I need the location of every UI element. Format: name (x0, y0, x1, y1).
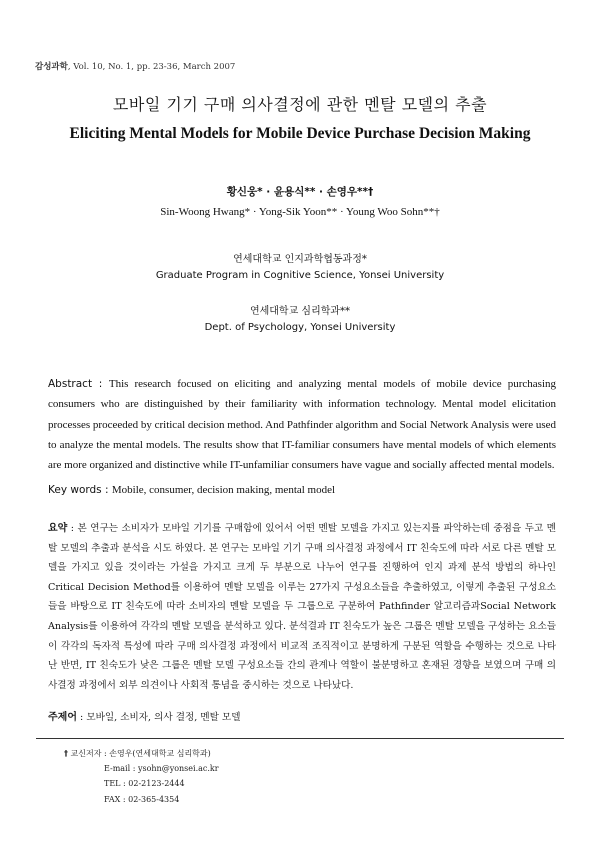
korean-keywords-text: 모바일, 소비자, 의사 결정, 멘탈 모델 (86, 712, 241, 723)
footnote-corresponding (64, 748, 211, 759)
journal-volume: , Vol. 10, No. 1, pp. 23-36, March 2007 (67, 62, 236, 72)
english-keywords: Key words : Mobile, consumer, decision making, mental model (48, 484, 336, 496)
korean-keywords: 주제어 : 모바일, 소비자, 의사 결정, 멘탈 모델 (48, 712, 241, 723)
keywords-text: Mobile, consumer, decision making, mental model (111, 484, 336, 496)
korean-abstract: 요약 : 본 연구는 소비자가 모바일 기기를 구매함에 있어서 어떤 멘탈 모델을 가지고 있는지를 파악하는데 중점을 두고 멘탈 모델의 추출과 분석을 시도 하였다. 본 연구는 모바일 기기 구매 의사결정 과정에서 IT 친숙도에 따라 서로 다른 멘탈 모델을 가지고 있을 것이라는 가설을 가지고 크게 두 부분으로 나누어 연구를 진행하여 인지 과제 분석 방법의 하나인 Critical Decision Method를 이용하여 멘탈 모델을 이루는 27가지 구성요소들을 추출하였고, 이렇게 추출된 구성요소들을 바탕으로 IT 친숙도에 따라 소비자의 멘탈 모델을 두 그룹으로 구분하여 Pathfinder 알고리즘과Social Network Analysis를 이용하여 각각의 멘탈 모델을 분석하고 있다. 분석결과 IT 친숙도가 높은 그룹은 멘탈 모델을 구성하는 요소들이 각각의 독자적 특성에 따라 구매 의사결정 과정에서 비교적 조직적이고 분명하게 구분된 역할을 수행하는 것으로 나타난 반면, IT 친숙도가 낮은 그룹은 멘탈 모델 구성요소들 간의 관계나 역할이 불분명하고 혼재된 경향을 보였으며 구매 의사결정 과정에서 외부 의견이나 사회적 통념을 중시하는 것으로 나타났다. (48, 523, 556, 691)
journal-name: 감성과학 (35, 62, 68, 72)
abstract-text: This research focused on eliciting and analyzing mental models of mobile device purchasing consumers who are distinguished by their familiarity with information technology. Mental model elicitation processes proceeded by critical decision method. And Pathfinder algorithm and Social Network Analysis were used to analyze the mental models. The results show that IT-familiar consumers have mental models of which elements are more organized and distinctive while IT-unfamiliar consumers have vague and socially affected mental models. (48, 378, 557, 472)
affiliation-1-english: Graduate Program in Cognitive Science, Yonsei University (155, 270, 445, 281)
english-authors: Sin-Woong Hwang* · Yong-Sik Yoon** · Young Woo Sohn**† (160, 206, 440, 218)
affiliation-2-korean: 연세대학교 심리학과** (249, 306, 351, 317)
korean-abstract-label: 요약 (48, 523, 68, 534)
journal-citation (35, 60, 235, 72)
korean-authors: 황신웅* · 윤용식** · 손영우**† (226, 186, 374, 198)
keywords-label: Key words (48, 484, 102, 496)
affiliation-1-korean: 연세대학교 인지과학협동과정* (233, 254, 367, 265)
abstract-label: Abstract (48, 378, 93, 390)
korean-abstract-text: 본 연구는 소비자가 모바일 기기를 구매함에 있어서 어떤 멘탈 모델을 가지고 있는지를 파악하는데 중점을 두고 멘탈 모델의 추출과 분석을 시도 하였다. 본 연구는 모바일 기기 구매 의사결정 과정에서 IT 친숙도에 따라 서로 다른 멘탈 모델을 가지고 있을 것이라는 가설을 가지고 크게 두 부분으로 나누어 연구를 진행하여 인지 과제 분석 방법의 하나인 Critical Decision Method를 이용하여 멘탈 모델을 이루는 27가지 구성요소들을 추출하였고, 이렇게 추출된 구성요소들을 바탕으로 IT 친숙도에 따라 소비자의 멘탈 모델을 두 그룹으로 구분하여 Pathfinder 알고리즘과Social Network Analysis를 이용하여 각각의 멘탈 모델을 분석하고 있다. 분석결과 IT 친숙도가 높은 그룹은 멘탈 모델을 구성하는 요소들이 각각의 독자적 특성에 따라 구매 의사결정 과정에서 비교적 조직적이고 분명하게 구분된 역할을 수행하는 것으로 나타난 반면, IT 친숙도가 낮은 그룹은 멘탈 모델 구성요소들 간의 관계나 역할이 불분명하고 혼재된 경향을 보였으며 구매 의사결정 과정에서 외부 의견이나 사회적 통념을 중시하는 것으로 나타났다. (48, 523, 556, 691)
footnote-fax: FAX : 02-365-4354 (104, 795, 180, 804)
affiliation-2-english: Dept. of Psychology, Yonsei University (204, 322, 396, 333)
english-title: Eliciting Mental Models for Mobile Device Purchase Decision Making (69, 125, 531, 142)
korean-title: 모바일 기기 구매 의사결정에 관한 멘탈 모델의 추출 (112, 95, 488, 114)
footnote-tel: TEL : 02-2123-2444 (104, 779, 185, 788)
english-abstract: Abstract : This research focused on eliciting and analyzing mental models of mobile device purchasing consumers who are distinguished by their familiarity with information technology. Mental model elicitation processes proceeded by critical decision method. And Pathfinder algorithm and Social Network Analysis were used to analyze the mental models. The results show that IT-familiar consumers have mental models of which elements are more organized and distinctive while IT-unfamiliar consumers have vague and socially affected mental models. (48, 378, 557, 472)
korean-keywords-label: 주제어 (48, 712, 77, 723)
footnote-email: E-mail : ysohn@yonsei.ac.kr (104, 764, 219, 773)
footnote-divider (36, 738, 564, 739)
dagger-mark: † (64, 749, 68, 758)
corresponding-author: 교신저자 : 손영우(연세대학교 심리학과) (70, 749, 211, 758)
